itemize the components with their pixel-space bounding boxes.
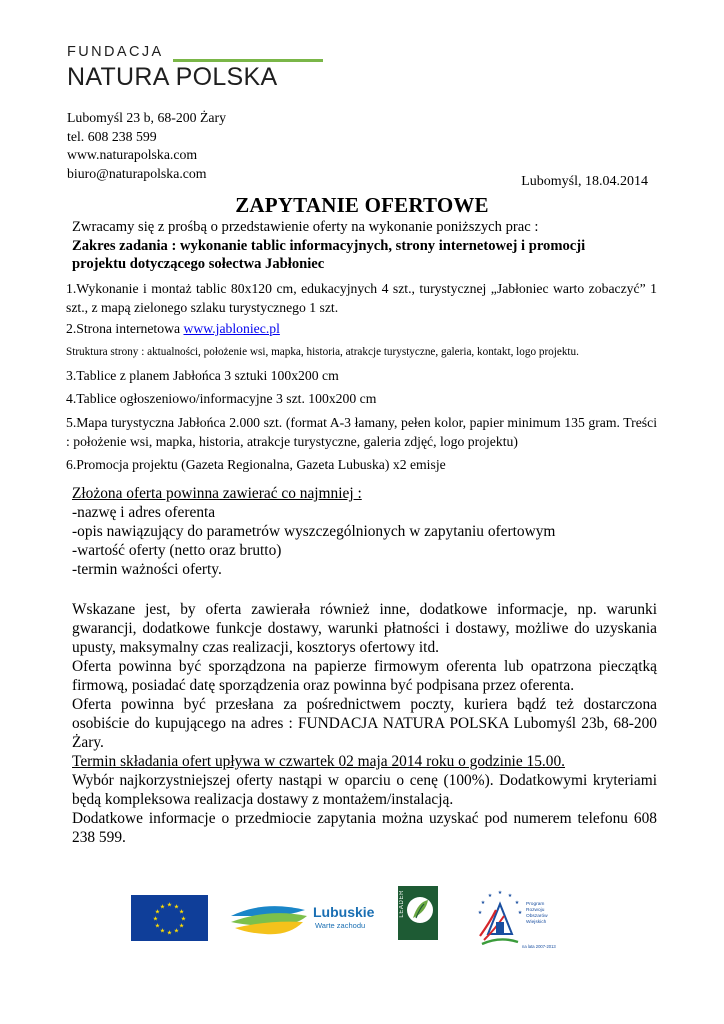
svg-text:★: ★ <box>178 908 185 916</box>
requirement-item: -opis nawiązujący do parametrów wyszczególnionych w zapytaniu ofertowym <box>72 523 556 540</box>
conditions-section <box>72 600 657 847</box>
leader-logo <box>398 886 438 940</box>
site-structure: Struktura strony : aktualności, położenie wsi, mapka, historia, atrakcje turystyczne, galeria, kontakt, logo projektu. <box>66 346 579 358</box>
svg-text:★: ★ <box>477 910 483 916</box>
lubuskie-logo <box>229 900 381 942</box>
eu-stars-icon <box>131 895 208 941</box>
prow-line: Rozwoju <box>526 908 545 913</box>
svg-text:★: ★ <box>152 915 159 923</box>
prow-line: Program <box>526 902 545 907</box>
offer-requirements <box>72 484 657 579</box>
prow-emblem-icon <box>470 886 530 950</box>
prow-line: Wiejskich <box>526 920 547 925</box>
svg-text:★: ★ <box>517 910 523 916</box>
address-line: Lubomyśl 23 b, 68-200 Żary <box>67 110 227 125</box>
paragraph: Oferta powinna być przesłana za pośrednictwem poczty, kuriera bądź też dostarczona osobiście do kupującego na adres : FUNDACJA NATURA POLSKA Lubomyśl 23b, 68-200 Żary. <box>72 696 657 751</box>
svg-text:★: ★ <box>159 927 166 935</box>
requirement-item: -nazwę i adres oferenta <box>72 504 216 521</box>
document-title: ZAPYTANIE OFERTOWE <box>235 193 489 217</box>
svg-text:★: ★ <box>159 903 166 911</box>
scope-line: projektu dotyczącego sołectwa Jabłoniec <box>72 256 325 272</box>
paragraph: Wybór najkorzystniejszej oferty nastąpi w oparciu o cenę (100%). Dodatkowymi kryteriami będą kompleksowa realizacja dostawy z montażem/instalacją. <box>72 772 657 808</box>
svg-text:★: ★ <box>173 903 180 911</box>
svg-text:★: ★ <box>154 922 161 930</box>
email-line: biuro@naturapolska.com <box>67 165 207 181</box>
svg-text:★: ★ <box>166 929 173 937</box>
item-3: 3.Tablice z planem Jabłońca 3 sztuki 100x200 cm <box>66 368 339 383</box>
requirement-item: -termin ważności oferty. <box>72 561 222 578</box>
logo-top-word: FUNDACJA <box>67 44 164 60</box>
svg-text:★: ★ <box>173 927 180 935</box>
prow-text <box>526 902 548 926</box>
website-line: www.naturapolska.com <box>67 147 198 163</box>
svg-text:★: ★ <box>487 893 493 899</box>
intro-line: Zwracamy się z prośbą o przedstawienie oferty na wykonanie poniższych prac : <box>72 219 539 235</box>
deadline-paragraph: Termin składania ofert upływa w czwartek 02 maja 2014 roku o godzinie 15.00. <box>72 753 565 770</box>
leader-text: LEADER <box>399 890 405 918</box>
paragraph: Dodatkowe informacje o przedmiocie zapytania można uzyskać pod numerem telefonu 608 238 599. <box>72 810 657 846</box>
footer-logos <box>0 880 724 960</box>
svg-text:★: ★ <box>166 901 173 909</box>
paragraph: Oferta powinna być sporządzona na papierze firmowym oferenta lub opatrzona pieczątką firmową, posiadać datę sporządzenia oraz powinna być podpisana przez oferenta. <box>72 658 657 694</box>
logo-green-line <box>173 59 323 62</box>
item-5: 5.Mapa turystyczna Jabłońca 2.000 szt. (format A-3 łamany, pełen kolor, papier minimum 135 gram. Treści : położenie wsi, mapka, historia, atrakcje turystyczne, galeria zdjęć, logo projektu) <box>66 415 657 449</box>
sender-address <box>67 109 226 183</box>
svg-text:★: ★ <box>514 900 520 906</box>
item-2-prefix: 2.Strona internetowa <box>66 321 184 336</box>
foundation-logo <box>67 44 277 90</box>
svg-text:★: ★ <box>180 915 187 923</box>
svg-text:★: ★ <box>154 908 161 916</box>
prow-logo <box>470 886 560 950</box>
lubuskie-name: Lubuskie <box>313 904 375 920</box>
prow-years: na lata 2007-2013 <box>522 944 556 949</box>
intro-section <box>72 218 585 274</box>
logo-bottom-word: NATURA POLSKA <box>67 63 278 91</box>
item-2 <box>66 320 657 339</box>
scope-line: Zakres zadania : wykonanie tablic informacyjnych, strony internetowej i promocji <box>72 237 586 254</box>
paragraph: Wskazane jest, by oferta zawierała również inne, dodatkowe informacje, np. warunki gwarancji, dodatkowe funkcje dostawy, warunki płatności i dostawy, możliwe do uzyskania upusty, maksymalny czas realizacji, kosztorys ofertowy itd. <box>72 601 657 656</box>
document-date: Lubomyśl, 18.04.2014 <box>521 174 648 189</box>
website-link[interactable]: www.jabloniec.pl <box>183 321 280 336</box>
item-1: 1.Wykonanie i montaż tablic 80x120 cm, edukacyjnych 4 szt., turystycznej „Jabłoniec warto zobaczyć” 1 szt., z mapą zielonego szlaku turystycznego 1 szt. <box>66 281 657 315</box>
eu-flag-logo <box>131 895 208 941</box>
requirements-heading: Złożona oferta powinna zawierać co najmniej : <box>72 485 362 502</box>
phone-line: tel. 608 238 599 <box>67 128 157 144</box>
item-4: 4.Tablice ogłoszeniowo/informacyjne 3 szt. 100x200 cm <box>66 391 377 406</box>
item-6: 6.Promocja projektu (Gazeta Regionalna, Gazeta Lubuska) x2 emisje <box>66 457 446 472</box>
svg-text:★: ★ <box>178 922 185 930</box>
prow-line: Obszarów <box>526 914 548 919</box>
requirement-item: -wartość oferty (netto oraz brutto) <box>72 542 282 559</box>
svg-text:★: ★ <box>497 890 503 896</box>
lubuskie-waves-icon <box>229 902 309 940</box>
svg-text:★: ★ <box>480 900 486 906</box>
svg-text:★: ★ <box>507 893 513 899</box>
lubuskie-tagline: Warte zachodu <box>315 921 366 930</box>
